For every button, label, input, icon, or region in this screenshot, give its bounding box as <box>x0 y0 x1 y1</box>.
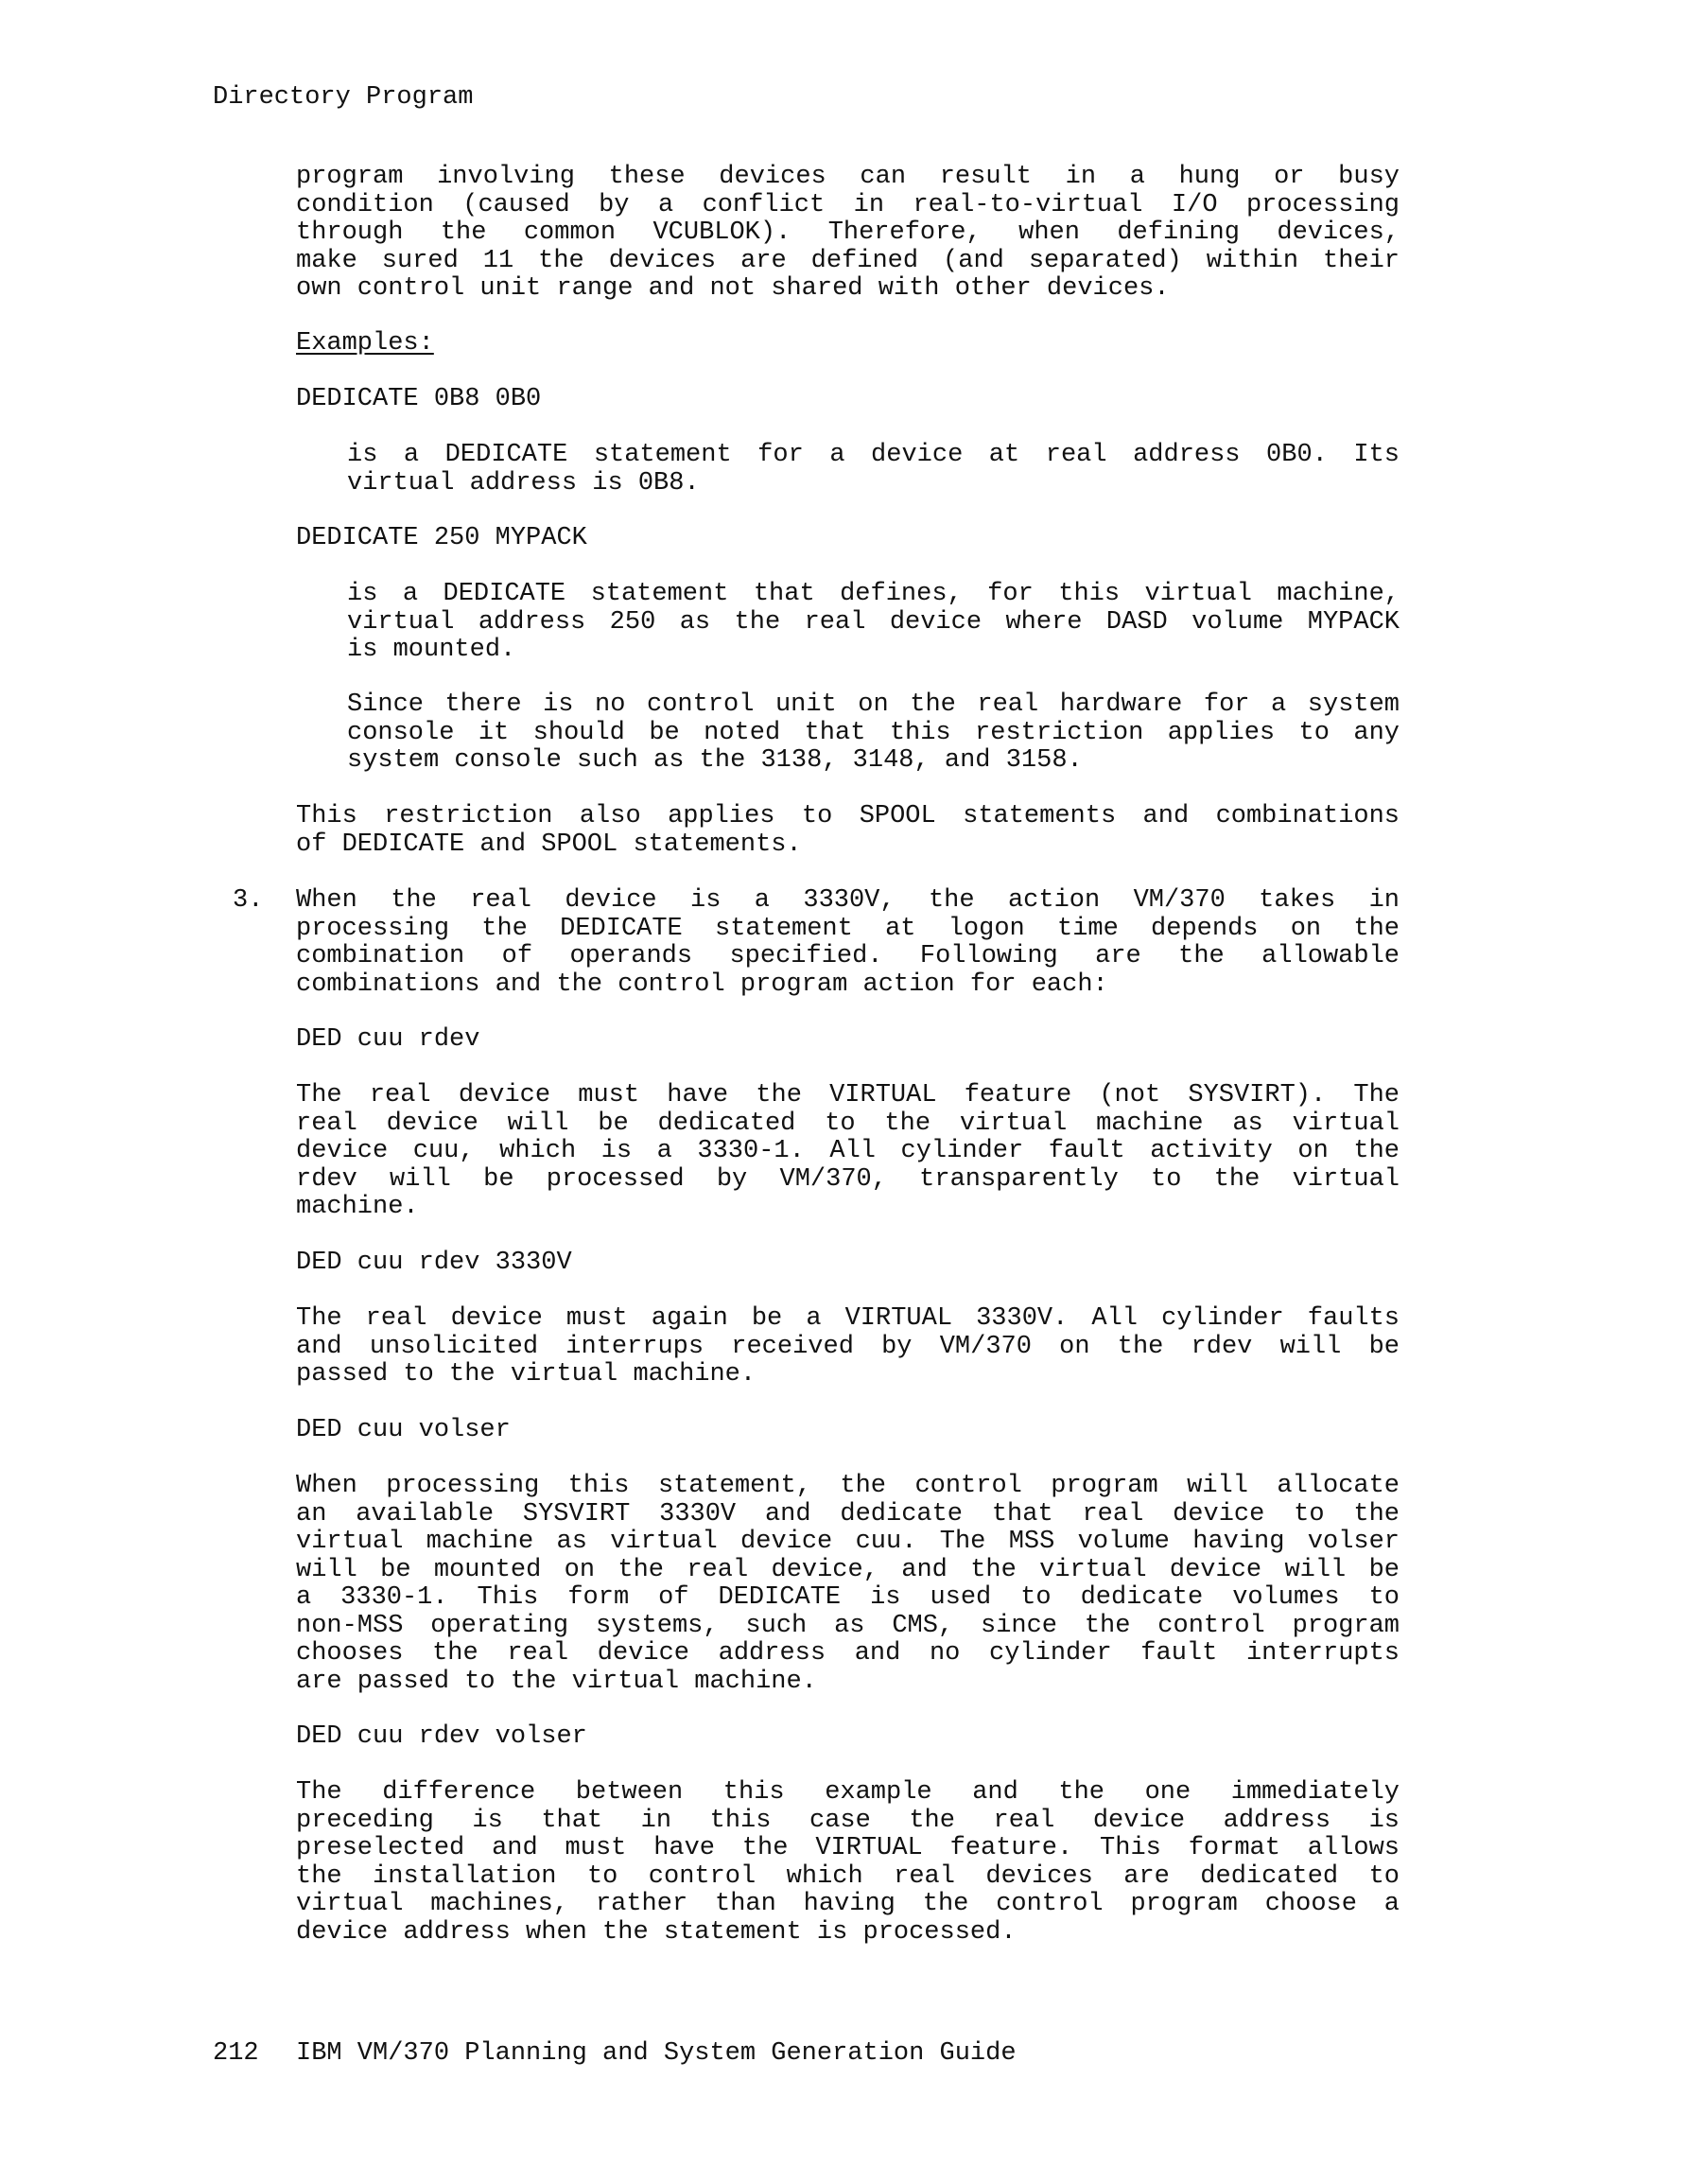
text-line: processing the DEDICATE statement at logon time depends on the <box>296 914 1400 943</box>
text-line: and unsolicited interrups received by VM/370 on the rdev will be <box>296 1332 1400 1361</box>
text-line: is mounted. <box>347 636 516 664</box>
text-line: combination of operands specified. Following are the allowable <box>296 942 1400 970</box>
text-line: combinations and the control program action for each: <box>296 970 1108 999</box>
text-line: device cuu, which is a 3330-1. All cylinder fault activity on the <box>296 1137 1400 1165</box>
text-line: an available SYSVIRT 3330V and dedicate that real device to the <box>296 1499 1400 1529</box>
text-line: console it should be noted that this restriction applies to any <box>347 718 1400 747</box>
list-item-number: 3. <box>233 886 264 915</box>
console-note <box>347 691 1400 776</box>
text-line: virtual address is 0B8. <box>347 468 700 498</box>
form-statement: DED cuu rdev volser <box>296 1722 587 1751</box>
text-line: are passed to the virtual machine. <box>296 1667 817 1696</box>
example-statement: DEDICATE 0B8 0B0 <box>296 385 542 413</box>
example-statement: DEDICATE 250 MYPACK <box>296 524 587 552</box>
text-line: of DEDICATE and SPOOL statements. <box>296 830 802 859</box>
text-line: is a DEDICATE statement that defines, for this virtual machine, <box>347 580 1400 608</box>
text-line: Since there is no control unit on the real hardware for a system <box>347 690 1400 719</box>
form-statement: DED cuu rdev 3330V <box>296 1249 572 1277</box>
form-statement: DED cuu rdev <box>296 1025 480 1054</box>
running-header: Directory Program <box>213 83 474 112</box>
form-description <box>296 1082 1400 1222</box>
text-line: is a DEDICATE statement for a device at real address 0B0. Its <box>347 441 1400 469</box>
text-line: machine. <box>296 1193 419 1221</box>
book-title: IBM VM/370 Planning and System Generation Guide <box>296 2039 1017 2068</box>
page-number: 212 <box>213 2039 259 2068</box>
text-line: a 3330-1. This form of DEDICATE is used to dedicate volumes to <box>296 1583 1400 1612</box>
form-description <box>296 1779 1400 1947</box>
form-statement: DED cuu volser <box>296 1416 511 1444</box>
example-description <box>347 442 1400 498</box>
text-line: preselected and must have the VIRTUAL feature. This format allows <box>296 1834 1400 1862</box>
text-line: The difference between this example and the one immediately <box>296 1778 1400 1807</box>
item3-paragraph <box>296 887 1400 999</box>
text-line: will be mounted on the real device, and the virtual device will be <box>296 1555 1400 1584</box>
text-line: The real device must again be a VIRTUAL 3330V. All cylinder faults <box>296 1304 1400 1333</box>
text-line: virtual machine as virtual device cuu. The MSS volume having volser <box>296 1528 1400 1556</box>
text-line: This restriction also applies to SPOOL statements and combinations <box>296 802 1400 830</box>
text-line: the installation to control which real devices are dedicated to <box>296 1861 1400 1891</box>
text-line: When the real device is a 3330V, the action VM/370 takes in <box>296 886 1400 915</box>
text-line: virtual address 250 as the real device where DASD volume MYPACK <box>347 607 1400 637</box>
text-line: through the common VCUBLOK). Therefore, when defining devices, <box>296 218 1400 247</box>
text-line: When processing this statement, the control program will allocate <box>296 1472 1400 1500</box>
restriction-paragraph <box>296 803 1400 859</box>
text-line: system console such as the 3138, 3148, and 3158. <box>347 746 1083 775</box>
intro-paragraph <box>296 164 1400 304</box>
text-line: virtual machines, rather than having the control program choose a <box>296 1890 1400 1918</box>
text-line: program involving these devices can result in a hung or busy <box>296 163 1400 191</box>
form-description <box>296 1305 1400 1389</box>
text-line: chooses the real device address and no cylinder fault interrupts <box>296 1639 1400 1668</box>
text-line: The real device must have the VIRTUAL feature (not SYSVIRT). The <box>296 1081 1400 1109</box>
text-line: passed to the virtual machine. <box>296 1360 757 1389</box>
text-line: device address when the statement is processed. <box>296 1917 1017 1947</box>
example-description <box>347 581 1400 665</box>
text-line: preceding is that in this case the real device address is <box>296 1806 1400 1835</box>
form-description <box>296 1473 1400 1696</box>
examples-heading: Examples: <box>296 329 434 358</box>
text-line: rdev will be processed by VM/370, transparently to the virtual <box>296 1164 1400 1194</box>
text-line: real device will be dedicated to the virtual machine as virtual <box>296 1109 1400 1138</box>
text-line: make sured 11 the devices are defined (and separated) within their <box>296 246 1400 275</box>
text-line: condition (caused by a conflict in real-to-virtual I/O processing <box>296 190 1400 219</box>
text-line: own control unit range and not shared with other devices. <box>296 274 1170 303</box>
text-line: non-MSS operating systems, such as CMS, since the control program <box>296 1611 1400 1640</box>
